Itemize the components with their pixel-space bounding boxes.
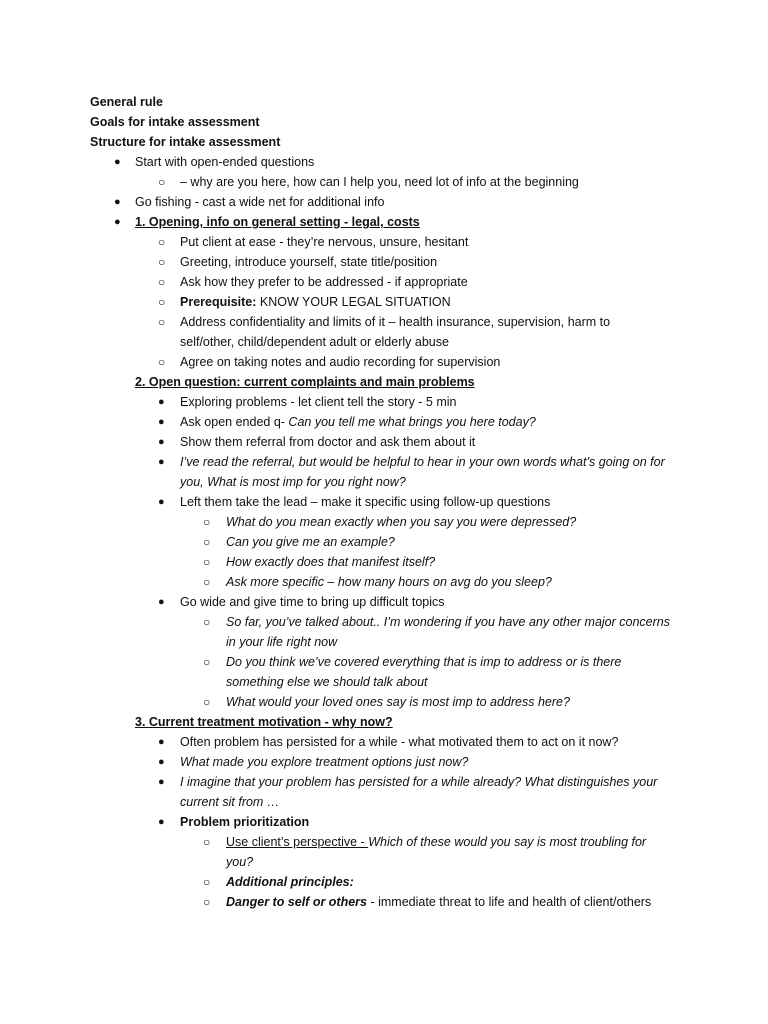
section-heading-open-question: 2. Open question: current complaints and main problems [135, 375, 475, 389]
circle-bullet-icon: ○ [203, 535, 211, 549]
circle-bullet-icon: ○ [203, 655, 211, 669]
list-item: So far, you’ve talked about.. I’m wondering if you have any other major concerns [226, 615, 670, 629]
list-item: Agree on taking notes and audio recording for supervision [180, 355, 501, 369]
list-item: Do you think we’ve covered everything that is imp to address or is there [226, 655, 622, 669]
prerequisite-text: KNOW YOUR LEGAL SITUATION [256, 295, 451, 309]
danger-text: - immediate threat to life and health of client/others [367, 895, 652, 909]
circle-bullet-icon: ○ [158, 355, 166, 369]
list-item-text: Ask open ended q- [180, 415, 289, 429]
circle-bullet-icon: ○ [203, 515, 211, 529]
bullet-icon: ● [158, 596, 165, 608]
list-item: Left them take the lead – make it specific using follow-up questions [180, 495, 551, 509]
list-item [226, 832, 646, 852]
prerequisite-label: Prerequisite: [180, 295, 257, 309]
heading-structure: Structure for intake assessment [90, 135, 281, 149]
circle-bullet-icon: ○ [158, 235, 166, 249]
list-item: Additional principles: [226, 875, 354, 889]
heading-goals: Goals for intake assessment [90, 115, 260, 129]
circle-bullet-icon: ○ [203, 835, 211, 849]
list-item-continuation: current sit from … [180, 795, 280, 809]
list-item-continuation: something else we should talk about [226, 675, 428, 689]
list-item: Go wide and give time to bring up difficult topics [180, 595, 445, 609]
list-item: Put client at ease - they’re nervous, unsure, hesitant [180, 235, 469, 249]
list-item: How exactly does that manifest itself? [226, 555, 436, 569]
circle-bullet-icon: ○ [158, 315, 166, 329]
bullet-icon: ● [158, 756, 165, 768]
list-item: Often problem has persisted for a while - what motivated them to act on it now? [180, 735, 619, 749]
list-item: I’ve read the referral, but would be helpful to hear in your own words what’s going on for [180, 455, 665, 469]
bullet-icon: ● [114, 216, 121, 228]
list-item: What made you explore treatment options just now? [180, 755, 469, 769]
example-question: Which of these would you say is most troubling for [368, 835, 647, 849]
list-item: Show them referral from doctor and ask them about it [180, 435, 476, 449]
bullet-icon: ● [158, 436, 165, 448]
circle-bullet-icon: ○ [158, 275, 166, 289]
circle-bullet-icon: ○ [158, 295, 166, 309]
list-item: Can you give me an example? [226, 535, 395, 549]
circle-bullet-icon: ○ [203, 895, 211, 909]
circle-bullet-icon: ○ [158, 255, 166, 269]
circle-bullet-icon: ○ [203, 555, 211, 569]
list-item: Go fishing - cast a wide net for additional info [135, 195, 385, 209]
danger-label: Danger to self or others [226, 895, 367, 909]
list-item [180, 412, 536, 432]
list-item: What do you mean exactly when you say you were depressed? [226, 515, 577, 529]
list-item: Problem prioritization [180, 815, 310, 829]
list-item-continuation: in your life right now [226, 635, 338, 649]
bullet-icon: ● [158, 496, 165, 508]
circle-bullet-icon: ○ [203, 615, 211, 629]
list-item [180, 292, 451, 312]
list-item: Address confidentiality and limits of it – health insurance, supervision, harm to [180, 315, 611, 329]
bullet-icon: ● [158, 816, 165, 828]
bullet-icon: ● [158, 396, 165, 408]
bullet-icon: ● [114, 156, 121, 168]
list-item-continuation: you, What is most imp for you right now? [180, 475, 406, 489]
circle-bullet-icon: ○ [203, 695, 211, 709]
heading-general-rule: General rule [90, 95, 163, 109]
circle-bullet-icon: ○ [203, 575, 211, 589]
bullet-icon: ● [158, 776, 165, 788]
list-item: What would your loved ones say is most imp to address here? [226, 695, 570, 709]
list-item: – why are you here, how can I help you, need lot of info at the beginning [180, 175, 579, 189]
circle-bullet-icon: ○ [158, 175, 166, 189]
section-heading-motivation: 3. Current treatment motivation - why now? [135, 715, 393, 729]
list-item-continuation: self/other, child/dependent adult or elderly abuse [180, 335, 449, 349]
list-item-continuation: you? [226, 855, 254, 869]
section-heading-opening: 1. Opening, info on general setting - legal, costs [135, 215, 420, 229]
list-item: Ask how they prefer to be addressed - if appropriate [180, 275, 468, 289]
list-item: Greeting, introduce yourself, state title/position [180, 255, 438, 269]
bullet-icon: ● [158, 456, 165, 468]
perspective-label: Use client’s perspective - [226, 835, 369, 849]
list-item: I imagine that your problem has persisted for a while already? What distinguishes your [180, 775, 658, 789]
list-item [226, 892, 651, 912]
circle-bullet-icon: ○ [203, 875, 211, 889]
bullet-icon: ● [114, 196, 121, 208]
bullet-icon: ● [158, 736, 165, 748]
example-question: Can you tell me what brings you here today? [288, 415, 536, 429]
list-item: Exploring problems - let client tell the story - 5 min [180, 395, 457, 409]
bullet-icon: ● [158, 416, 165, 428]
list-item: Ask more specific – how many hours on avg do you sleep? [226, 575, 552, 589]
list-item: Start with open-ended questions [135, 155, 315, 169]
